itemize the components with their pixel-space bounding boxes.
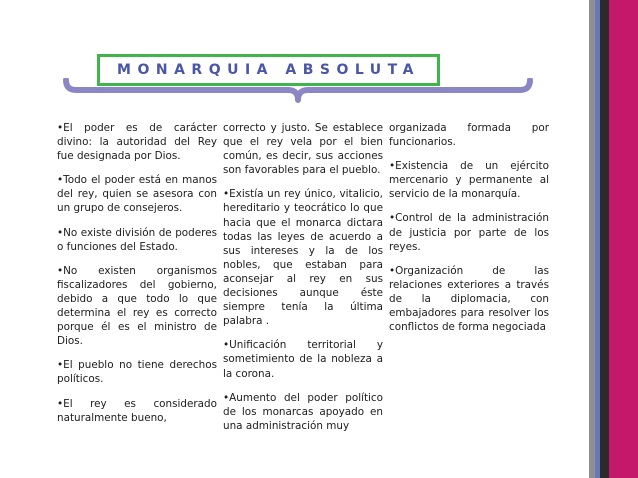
column-1-paragraph-2: •Todo el poder está en manos del rey, quien se asesora con un grupo de consejeros.: [57, 174, 217, 215]
column-2-paragraph-4: •Aumento del poder político de los monarcas apoyado en una administración muy: [223, 391, 383, 432]
column-1-paragraph-4: •No existen organismos fiscalizadores del gobierno, debido a que todo lo que determina el rey es correcto porque él es el ministro de Dios.: [57, 264, 217, 348]
column-3-paragraph-4: •Organización de las relaciones exteriores a través de la diplomacia, con embajadores para resolver los conflictos de forma negociada: [389, 264, 549, 334]
text-column-3: [389, 121, 549, 478]
column-2-paragraph-3: •Unificación territorial y sometimiento de la nobleza a la corona.: [223, 339, 383, 380]
text-column-2: [223, 121, 383, 478]
column-3-paragraph-1: organizada formada por funcionarios.: [389, 122, 549, 149]
column-1-paragraph-1: •El poder es de carácter divino: la autoridad del Rey fue designada por Dios.: [57, 122, 217, 163]
page-title: MONARQUIA ABSOLUTA: [117, 62, 420, 78]
column-2-paragraph-1: correcto y justo. Se establece que el rey vela por el bien común, es decir, sus acciones son favorables para el pueblo.: [223, 122, 383, 177]
column-1-paragraph-5: •El pueblo no tiene derechos políticos.: [57, 359, 217, 386]
column-1-paragraph-3: •No existe división de poderes o funciones del Estado.: [57, 226, 217, 253]
text-column-1: [57, 121, 217, 478]
column-3-paragraph-2: •Existencia de un ejército mercenario y permanente al servicio de la monarquía.: [389, 160, 549, 201]
column-3-paragraph-3: •Control de la administración de justicia por parte de los reyes.: [389, 212, 549, 253]
title-box: [97, 54, 440, 86]
column-2-paragraph-2: •Existía un rey único, vitalicio, hereditario y teocrático lo que hacia que el monarca dictara todas las leyes de acuerdo a sus intereses y la de los nobles, que estaban para aconsejar al rey en sus decisiones aunque éste siempre tenía la última palabra .: [223, 188, 383, 328]
decorative-stripe-pink: [609, 0, 638, 478]
column-1-paragraph-6: •El rey es considerado naturalmente bueno,: [57, 397, 217, 424]
